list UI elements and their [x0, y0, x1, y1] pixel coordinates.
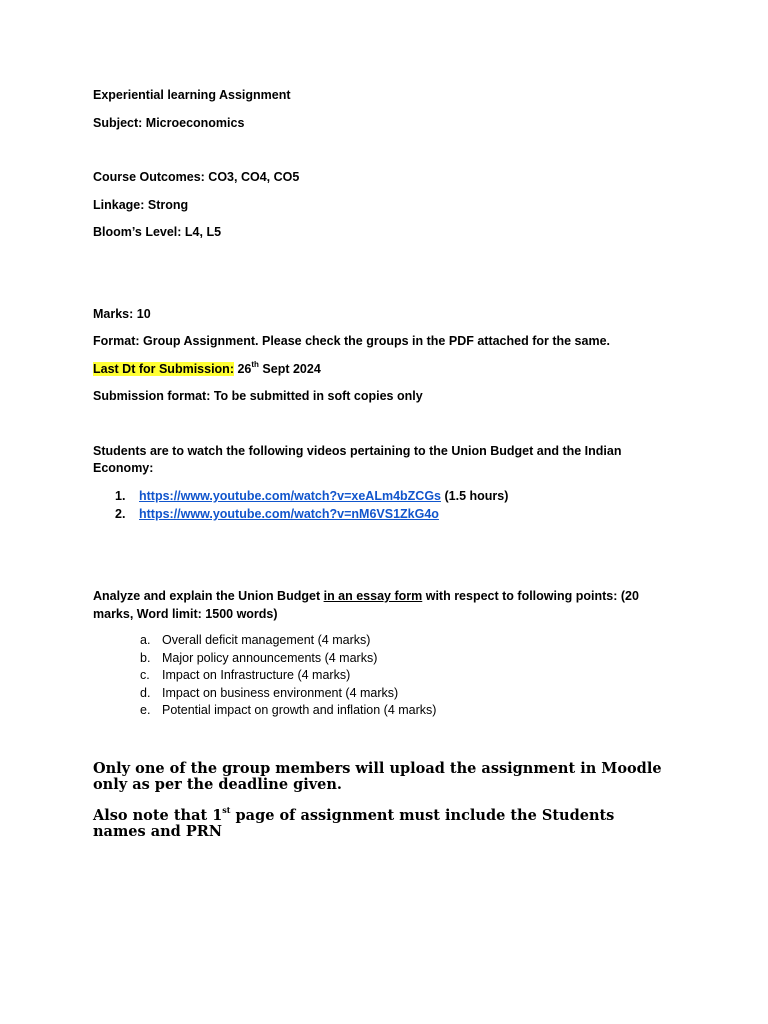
deadline-label: Last Dt for Submission:	[93, 362, 234, 376]
video-number: 2.	[115, 507, 126, 521]
video-link-1[interactable]: https://www.youtube.com/watch?v=xeALm4bZCGs	[139, 489, 442, 503]
format-line: Format: Group Assignment. Please check the groups in the PDF attached for the same.	[93, 334, 611, 348]
first-page-note-start: Also note that 1	[93, 807, 223, 824]
deadline-month-year: Sept 2024	[258, 362, 321, 376]
point-letter: c.	[140, 668, 150, 682]
point-letter: e.	[140, 703, 151, 717]
point-letter: d.	[140, 685, 151, 700]
blooms-level-line: Bloom’s Level: L4, L5	[93, 225, 222, 239]
video-list	[93, 487, 508, 523]
first-page-note	[93, 805, 668, 840]
videos-intro-line-2: Economy:	[93, 461, 154, 475]
deadline-day: 26	[233, 362, 252, 376]
marks-line: Marks: 10	[93, 307, 151, 321]
point-item	[93, 650, 436, 668]
point-letter: a.	[140, 633, 151, 647]
deadline-day-suffix: th	[251, 359, 259, 369]
upload-note: Only one of the group members will upload the assignment in Moodle only as per the deadline given.	[93, 760, 662, 793]
point-text: Overall deficit management (4 marks)	[162, 633, 371, 647]
first-page-note-sup: st	[222, 805, 231, 816]
subject-line: Subject: Microeconomics	[93, 116, 245, 130]
submission-format-line: Submission format: To be submitted in soft copies only	[93, 389, 423, 403]
video-duration: (1.5 hours)	[441, 489, 509, 503]
video-number: 1.	[115, 489, 126, 503]
point-item	[93, 685, 436, 703]
videos-intro-line-1: Students are to watch the following videos pertaining to the Union Budget and the Indian	[93, 444, 622, 458]
task-line-2: marks, Word limit: 1500 words)	[93, 607, 278, 621]
point-text: Major policy announcements (4 marks)	[162, 650, 378, 665]
video-link-2[interactable]: https://www.youtube.com/watch?v=nM6VS1ZkG4o	[139, 507, 439, 521]
video-list-item	[93, 505, 508, 523]
course-outcomes-line: Course Outcomes: CO3, CO4, CO5	[93, 170, 300, 184]
task-underlined: in an essay form	[323, 589, 423, 603]
assignment-title: Experiential learning Assignment	[93, 88, 291, 102]
point-item	[93, 667, 436, 685]
point-text: Potential impact on growth and inflation (4 marks)	[162, 703, 437, 717]
task-text-start: Analyze and explain the Union Budget	[93, 589, 324, 603]
point-text: Impact on business environment (4 marks)	[162, 685, 399, 700]
points-list	[93, 632, 436, 720]
point-letter: b.	[140, 650, 151, 665]
point-item	[93, 632, 436, 650]
linkage-line: Linkage: Strong	[93, 198, 189, 212]
deadline-line	[93, 361, 321, 378]
first-page-note-end: page of assignment must include the Students names and PRN	[93, 807, 615, 840]
point-text: Impact on Infrastructure (4 marks)	[162, 668, 351, 682]
video-list-item	[93, 487, 508, 505]
task-line-1	[93, 588, 639, 605]
point-item	[93, 702, 436, 720]
task-text-end: with respect to following points: (20	[422, 589, 639, 603]
